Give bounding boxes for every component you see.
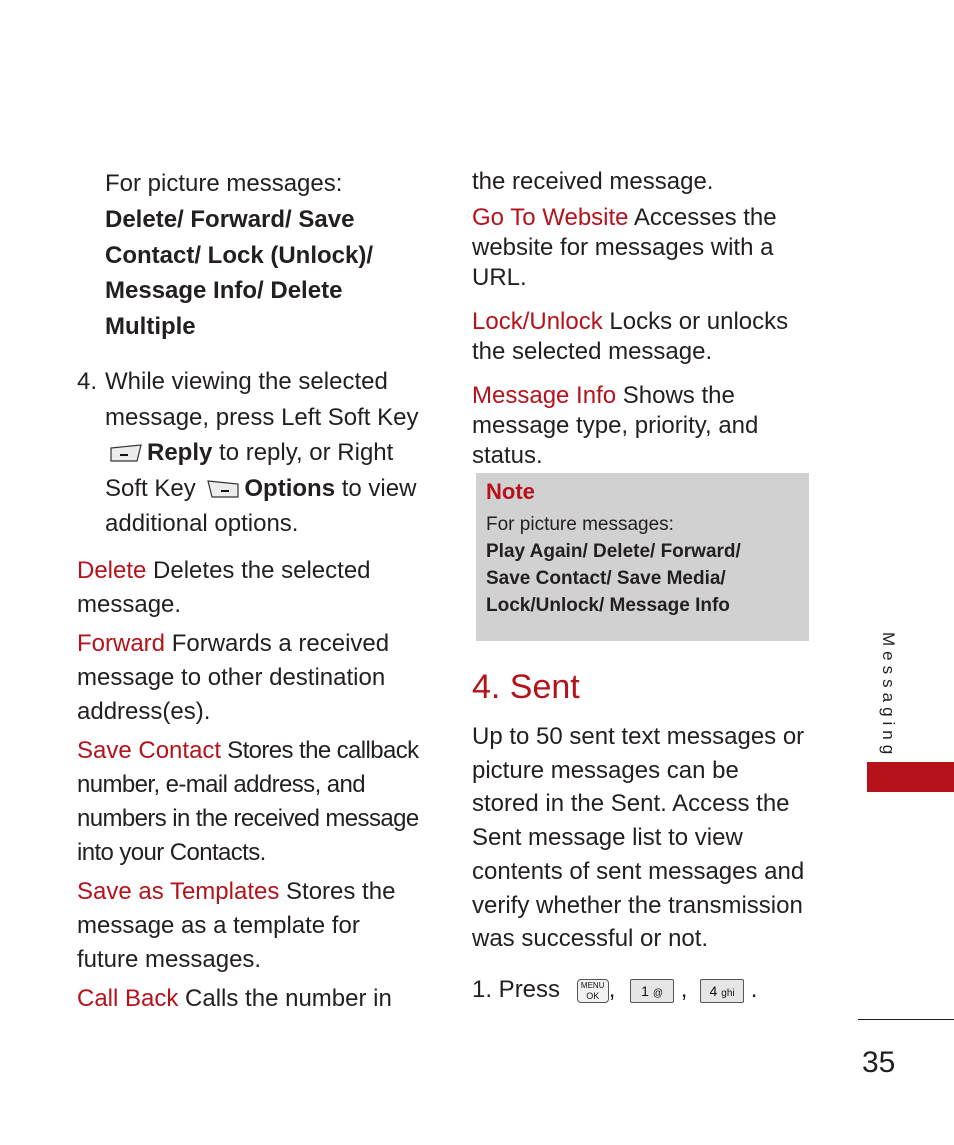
section-title: 4. Sent [472,668,580,706]
item-delete [77,554,427,622]
menu-key-top: MENU [580,980,605,990]
key-1-icon [630,979,674,1003]
item-message-info [472,381,822,471]
term-go-to-website: Go To Website [472,204,629,231]
note-title: Note [486,479,535,504]
menu-key-bottom: OK [586,990,600,1001]
term-save-contact: Save Contact [77,736,222,764]
step-1-end: . [750,976,758,1003]
term-delete: Delete [77,556,147,584]
intro-options: Delete/ Forward/ Save Contact/ Lock (Unlock)/ Message Info/ Delete Multiple [105,206,374,340]
left-item-list [77,554,427,1016]
term-save-as-templates: Save as Templates [77,877,280,905]
term-lock-unlock: Lock/Unlock [472,308,603,335]
desc-call-back: Calls the number in [185,984,392,1012]
step-4-text-a: While viewing the selected message, press Left Soft Key [105,368,419,431]
note-label: For picture messages: [486,514,674,535]
menu-ok-key-icon [577,979,609,1003]
key-4-main: 4 [709,982,718,999]
term-forward: Forward [77,629,166,657]
desc-save-as-templates: Stores the message as a template for future messages. [77,877,396,973]
note-body [486,511,741,619]
item-go-to-website [472,203,822,293]
continued-text: the received message. [472,168,714,195]
step-1 [472,973,812,1007]
note-line-1: Play Again/ Delete/ Forward/ [486,541,741,562]
desc-forward: Forwards a received message to other destination address(es). [77,629,390,725]
reply-label: Reply [147,439,213,466]
step-4-number: 4. [77,368,98,395]
item-save-as-templates [77,875,427,977]
note-box [476,473,809,641]
note-line-2: Save Contact/ Save Media/ [486,568,726,589]
desc-delete: Deletes the selected message. [77,556,371,618]
section-side-label: Messaging [879,632,898,760]
desc-lock-unlock: Locks or unlocks the selected message. [472,308,789,365]
options-label: Options [244,474,336,502]
term-message-info: Message Info [472,382,617,409]
page-number: 35 [862,1046,896,1079]
step-4-text-b: to reply, or Right Soft Key [105,439,394,502]
item-lock-unlock [472,307,822,367]
key-1-main: 1 [641,982,649,999]
term-call-back: Call Back [77,984,179,1012]
item-call-back [77,982,427,1016]
step-4 [77,364,427,542]
step-4-text-c: to view additional options. [105,474,417,537]
desc-go-to-website: Accesses the website for messages with a URL. [472,204,777,291]
key-1-sub: @ [652,987,664,999]
left-column [77,167,427,1016]
intro-label: For picture messages: [105,170,343,197]
note-line-3: Lock/Unlock/ Message Info [486,595,730,616]
key-4-icon [700,979,744,1003]
step-1-prefix: 1. Press [472,976,561,1003]
desc-message-info: Shows the message type, priority, and status. [472,382,759,469]
sep-1: , [608,976,616,1003]
left-soft-key-icon [109,444,143,462]
section-body: Up to 50 sent text messages or picture messages can be stored in the Sent. Access the Sent message list to view contents of sent messages and verify whether the transmission was successful or not. [472,723,805,953]
right-soft-key-icon [206,480,240,498]
desc-save-contact: Stores the callback number, e-mail address, and numbers in the received message into your Contacts. [77,736,419,866]
key-4-sub: ghi [721,987,735,999]
item-save-contact [77,734,427,870]
footer-rule [858,1019,954,1020]
section-tab-bar [867,762,954,792]
item-forward [77,627,427,729]
right-column-top [472,167,822,471]
sep-2: , [680,976,688,1003]
